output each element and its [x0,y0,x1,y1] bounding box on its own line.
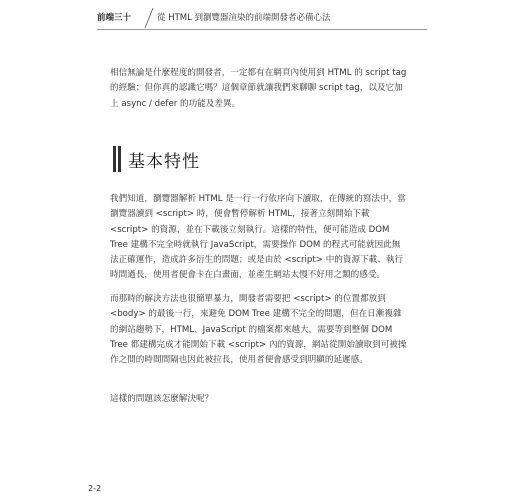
section-title: 基本特性 [128,152,200,172]
header-rule [97,29,427,30]
body-paragraph: 這樣的問題該怎麼解決呢？ [110,394,214,404]
header-slash-divider [143,7,155,29]
book-title: 前端三十 [97,13,132,23]
section-heading [113,146,413,172]
running-header [97,9,427,29]
body-paragraph: 而那時的解決方法也很簡單暴力，開發者需要把 <script> 的位置都放到 <body> 的最後一行，來避免 DOM Tree 建構不完全的問題，但在日漸複雜的網站趨勢下，HTML、JavaScript 的檔案都來越大，需要等到整個 DOM Tree 都建構完成才能開始下載 <script> 內的資源，網站從開始讀取到可被操作之間的時間間隔也因此被拉長，使用者便會感受到明顯的延遲感。 [110,294,407,366]
page-number: 2-2 [88,484,102,493]
heading-bar [118,146,121,172]
intro-paragraph: 相信無論是什麼程度的開發者，一定都有在網頁內使用到 HTML 的 script tag 的經驗；但你真的認識它嗎？這個章節就讓我們來聊聊 script tag，以及它加上 async / defer 的功能及差異。 [110,68,407,109]
body-paragraph: 我們知道，瀏覽器解析 HTML 是一行一行依序向下讀取，在傳統的寫法中，當瀏覽器讀到 <script> 時，便會暫停解析 HTML，接著立刻開始下載 <script> 的資源，並在下載後立刻執行。這樣的特性，便可能造成 DOM Tree 建構不完全時就執行 JavaScript，需要操作 DOM 的程式可能就因此無法正確運作，造成許多衍生的問題；或是由於 <script> 中的資源下載、執行時間過長，使用者便會卡在白畫面，並產生網站太慢不好用之類的感受。 [110,194,406,281]
heading-bar [113,146,116,172]
book-subtitle: 從 HTML 到瀏覽器渲染的前端開發者必備心法 [157,13,331,23]
